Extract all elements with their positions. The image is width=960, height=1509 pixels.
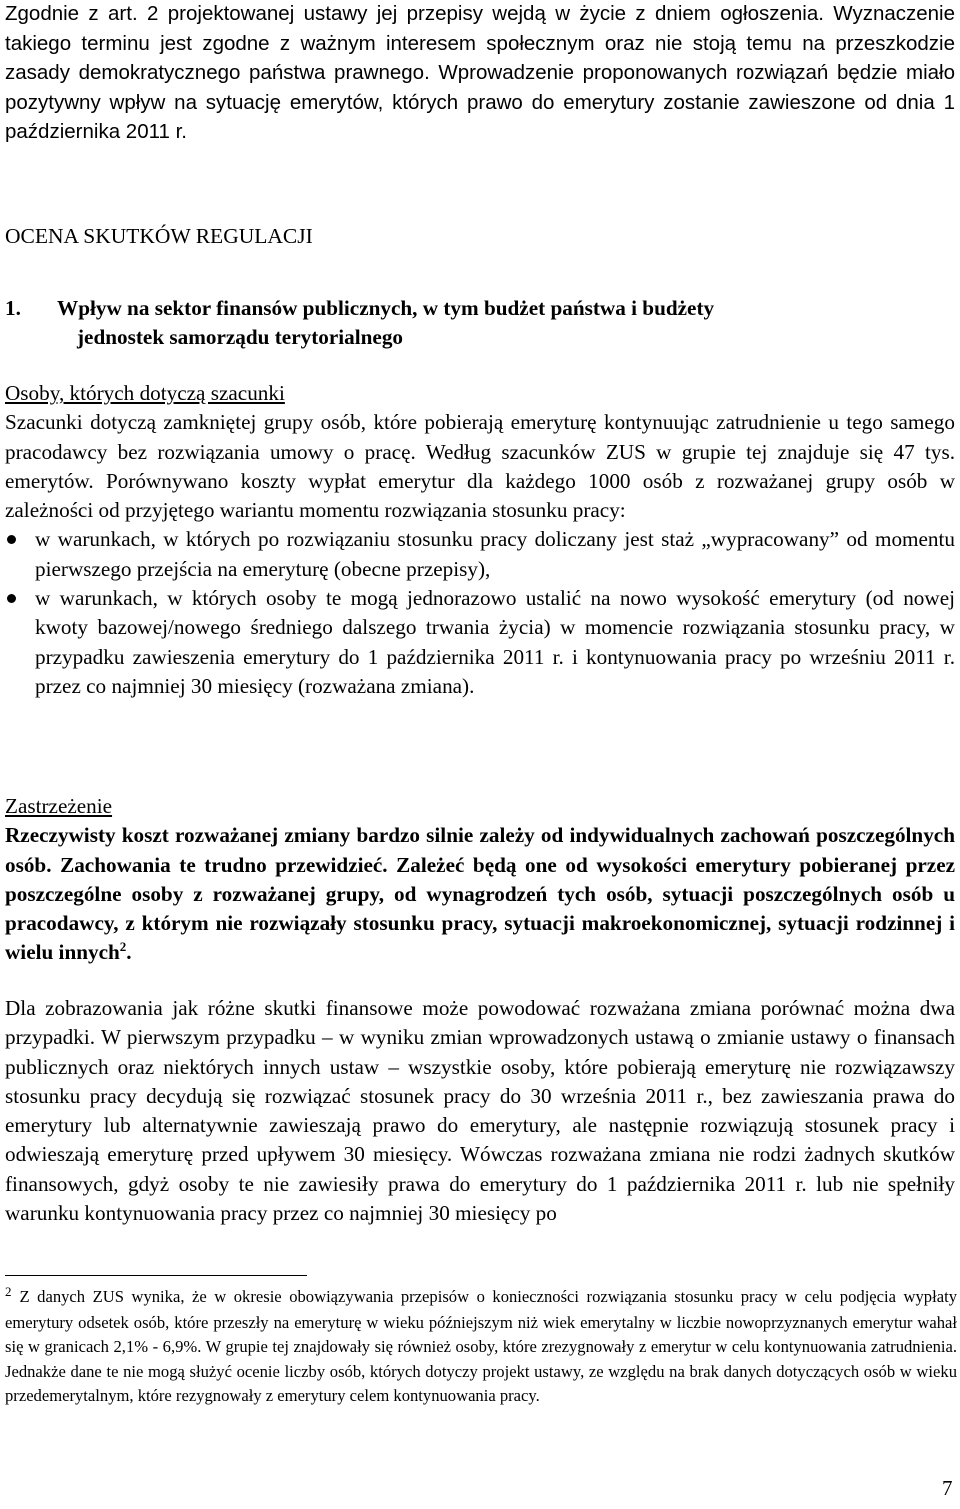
footnote-mark: 2 [5, 1284, 12, 1299]
bullet-icon [7, 535, 16, 544]
reservation-paragraph [5, 821, 955, 967]
list-item-text: w warunkach, w których osoby te mogą jednorazowo ustalić na nowo wysokość emerytury (od nowej kwoty bazowej/nowego średniego dalszego trwania życia) w momencie rozwiązania stosunku pracy, w przypadku zawieszenia emerytury do 1 października 2011 r. i kontynuowania pracy po wrześniu 2011 r. przez co najmniej 30 miesięcy (rozważana zmiana). [35, 586, 955, 698]
intro-paragraph: Zgodnie z art. 2 projektowanej ustawy jej przepisy wejdą w życie z dniem ogłoszenia. Wyznaczenie takiego terminu jest zgodne z ważnym interesem społecznym oraz nie stoją temu na przeszkodzie zasady demokratycznego państwa prawnego. Wprowadzenie proponowanych rozwiązań będzie miało pozytywny wpływ na sytuację emerytów, których prawo do emerytury zostanie zawieszone od dnia 1 października 2011 r. [5, 2, 955, 143]
footnote-text: Z danych ZUS wynika, że w okresie obowiązywania przepisów o konieczności rozwiązania stosunku pracy w celu podjęcia wypłaty emerytury odsetek osób, które przeszły na emeryturę w wieku późniejszym niż wiek emerytalny w liczbie nowoprzyznanych emerytur wahał się w granicach 2,1% - 6,9%. W grupie tej znajdowały się również osoby, które zrezygnowały z emerytur w celu kontynuowania zatrudnienia. Jednakże dane te nie mogą służyć ocenie liczby osób, których dotyczy projekt ustawy, ze względu na brak danych dotyczących osób w wieku przedemerytalnym, które rezygnowały z emerytury celem kontynuowania pracy. [5, 1287, 957, 1405]
section-title-line1: Wpływ na sektor finansów publicznych, w tym budżet państwa i budżety [57, 296, 715, 320]
list-item [5, 525, 955, 584]
section-title-line2: jednostek samorządu terytorialnego [77, 325, 404, 349]
persons-paragraph: Szacunki dotyczą zamkniętej grupy osób, które pobierają emeryturę kontynuując zatrudnienie u tego samego pracodawcy bez rozwiązania umowy o pracę. Według szacunków ZUS w grupie tej znajduje się 47 tys. emerytów. Porównywano koszty wypłat emerytur dla każdego 1000 osób z rozważanej grupy osób w zależności od przyjętego wariantu momentu rozwiązania stosunku pracy: [5, 410, 955, 523]
section-number: 1. [5, 296, 21, 320]
illustration-paragraph: Dla zobrazowania jak różne skutki finansowe może powodować rozważana zmiana porównać można dwa przypadki. W pierwszym przypadku – w wyniku zmian wprowadzonych ustawą o zmianie ustawy o finansach publicznych oraz niektórych innych ustaw – wszystkie osoby, które pobierają emeryturę nie rozwiązawszy stosunku pracy decydują się rozwiązać stosunek pracy do 30 września 2011 r., bez zawieszania prawa do emerytury lub alternatywnie zawieszają prawo do emerytury, ale następnie rozwiązują stosunek pracy i odwieszają emeryturę przed upływem 30 miesięcy. Wówczas rozważana zmiana nie rodzi żadnych skutków finansowych, gdyż osoby te nie zawiesiły prawa do emerytury do 1 października 2011 r. lub nie spełniły warunku kontynuowania pracy przez co najmniej 30 miesięcy po [5, 996, 955, 1226]
section-heading: OCENA SKUTKÓW REGULACJI [5, 224, 313, 248]
reservation-block [5, 792, 955, 968]
persons-block [5, 379, 955, 701]
footnote-reference[interactable]: 2 [119, 939, 127, 955]
list-item [5, 584, 955, 701]
page-number: 7 [942, 1476, 953, 1500]
footnote-separator [5, 1275, 307, 1276]
footnote [5, 1285, 957, 1409]
reservation-end: . [126, 940, 132, 965]
bullet-icon [7, 594, 16, 603]
persons-subheading: Osoby, których dotyczą szacunki [5, 381, 285, 405]
variant-list [5, 525, 955, 701]
list-item-text: w warunkach, w których po rozwiązaniu stosunku pracy doliczany jest staż „wypracowany” od momentu pierwszego przejścia na emeryturę (obecne przepisy), [35, 527, 955, 581]
reservation-text: Rzeczywisty koszt rozważanej zmiany bardzo silnie zależy od indywidualnych zachowań poszczególnych osób. Zachowania te trudno przewidzieć. Zależeć będą one od wysokości emerytury pobieranej przez poszczególne osoby z rozważanej grupy, od wynagrodzeń tych osób, sytuacji poszczególnych osób u pracodawcy, z którym nie rozwiązały stosunku pracy, sytuacji makroekonomicznej, sytuacji rodzinnej i wielu innych [5, 823, 955, 965]
reservation-subheading: Zastrzeżenie [5, 794, 113, 818]
section-title [5, 294, 905, 352]
